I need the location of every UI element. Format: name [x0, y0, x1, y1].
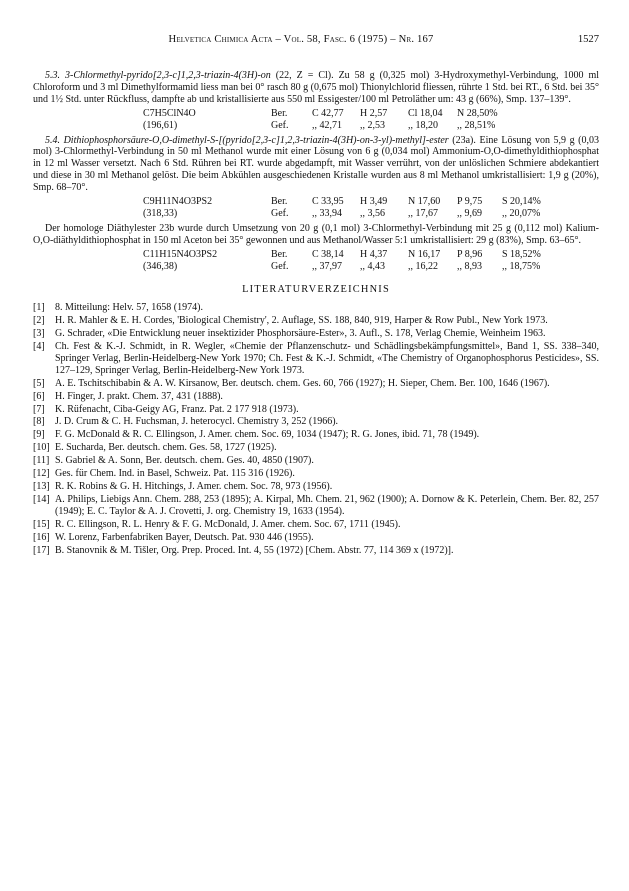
reference-number: [5] [33, 377, 45, 389]
reference-item [33, 341, 599, 377]
reference-text: G. Schrader, «Die Entwicklung neuer insektizider Phosphorsäure-Ester», 3. Aufl., S. 178, Verlag Chemie, Weinheim 1963. [55, 328, 546, 340]
reference-number: [8] [33, 416, 45, 428]
value: C 42,77 [312, 107, 344, 119]
value: ,, 18,20 [408, 119, 438, 131]
section-heading: 5.3. 3-Chlormethyl-pyrido[2,3-c]1,2,3-triazin-4(3H)-on [45, 70, 271, 81]
reference-text: A. E. Tschitschibabin & A. W. Kirsanow, Ber. deutsch. chem. Ges. 60, 766 (1927); H. Sieper, Chem. Ber. 100, 1646 (1967). [55, 377, 550, 389]
section-text: Zu 58 g (0,325 mol) 3-Hydroxymethyl-Verbindung, 1000 ml Chloroform und 3 ml Dimethylformamid liess man bei 0° rasch 80 g (0,675 mol) Thionylchlorid fliessen, rührte 1 Std. bei RT., 6 Std. bei 35° und 1½ Std. unter Rückfluss, dampfte ab und kristallisierte aus 550 ml Essigester/100 ml Petroläther um: 43 g (66%), Smp. 137–139°. [33, 70, 599, 105]
value: ,, 16,22 [408, 260, 438, 272]
formula: C9H11N4O3PS2 [143, 196, 213, 208]
reference-number: [13] [33, 481, 50, 492]
journal-page [33, 34, 600, 556]
value: ,, 17,67 [408, 207, 438, 219]
reference-item [33, 494, 599, 518]
reference-number: [17] [33, 544, 50, 556]
value: C 33,95 [312, 196, 344, 208]
reference-number: [2] [33, 315, 45, 327]
value: H 3,49 [360, 196, 388, 208]
reference-text: 8. Mitteilung: Helv. 57, 1658 (1974). [55, 302, 203, 314]
reference-item [33, 468, 599, 480]
value: C 38,14 [312, 248, 344, 260]
reference-item [33, 404, 599, 416]
reference-number: [7] [33, 403, 45, 415]
reference-text: R. C. Ellingson, R. L. Henry & F. G. McDonald, J. Amer. chem. Soc. 67, 1711 (1945). [55, 518, 401, 530]
reference-text: W. Lorenz, Farbenfabriken Bayer, Deutsch. Pat. 930 446 (1955). [55, 531, 314, 543]
analysis-row [33, 261, 599, 273]
section-text: Eine Lösung von 5,9 g (0,03 mol) 3-Chlormethyl-Verbindung in 50 ml Methanol wurde mit einer Lösung von 6 g (0,034 mol) Ammonium-O,O-dimethyldithiophosphat in 12 ml Wasser versetzt. Nach 6 Std. Rühren bei RT. wurde abgedampft, mit Wasser verrührt, von der unlöslichen Schmiere abdekantiert und diese in 30 ml Methanol gelöst. Die beim Abkühlen ausgeschiedenen Kristalle wurden aus 8 ml Methanol umkristallisiert: 1,9 g (20%), Smp. 68–70°. [33, 134, 600, 194]
calc-label: Ber. [271, 107, 288, 119]
compound-ref: (22, Z = Cl). [275, 70, 334, 81]
reference-item [33, 429, 599, 441]
running-title: Helvetica Chimica Acta – Vol. 58, Fasc. 6 (1975) – Nr. 167 [168, 34, 434, 45]
section-text: Der homologe Diäthylester 23b wurde durch Umsetzung von 20 g (0,1 mol) 3-Chlormethyl-Verbindung mit 25 g (0,112 mol) Kalium-O,O-diäthyldithiophosphat in 150 ml Aceton bei 35° gewonnen und aus Methanol/Wasser 5:1 umkristallisiert: 29 g (83%), Smp. 63–65°. [33, 222, 599, 246]
formula: C7H5ClN4O [143, 107, 196, 119]
analysis-row [33, 108, 599, 120]
reference-number: [6] [33, 390, 45, 402]
found-label: Gef. [271, 207, 289, 219]
reference-number: [14] [33, 493, 50, 505]
value: ,, 20,07% [502, 207, 541, 219]
reference-text: F. G. McDonald & R. C. Ellingson, J. Amer. chem. Soc. 69, 1034 (1947); R. G. Jones, ibid. 71, 78 (1949). [55, 429, 480, 441]
elemental-analysis-2 [33, 196, 599, 220]
section-heading: 5.4. Dithiophosphorsäure-O,O-dimethyl-S-[(pyrido[2,3-c]1,2,3-triazin-4(3H)-on-3-yl)-methyl]-ester [45, 134, 449, 146]
reference-list [33, 302, 599, 556]
found-label: Gef. [271, 260, 289, 272]
reference-number: [9] [33, 429, 45, 441]
value: S 20,14% [502, 196, 541, 208]
reference-item [33, 391, 599, 403]
value: ,, 18,75% [502, 260, 541, 272]
value: S 18,52% [502, 248, 541, 260]
reference-number: [16] [33, 531, 50, 543]
article-body [33, 70, 599, 556]
reference-number: [10] [33, 442, 50, 454]
molar-mass: (318,33) [143, 207, 178, 219]
reference-item [33, 315, 599, 327]
elemental-analysis-1 [33, 108, 599, 132]
reference-item [33, 532, 599, 544]
value: N 28,50% [457, 107, 498, 119]
calc-label: Ber. [271, 248, 288, 260]
page-number: 1527 [577, 34, 599, 45]
value: H 4,37 [360, 248, 388, 260]
reference-text: E. Sucharda, Ber. deutsch. chem. Ges. 58, 1727 (1925). [55, 442, 277, 454]
reference-number: [11] [33, 455, 50, 467]
value: P 8,96 [457, 248, 483, 260]
reference-number: [4] [33, 341, 45, 353]
section-5-3 [33, 70, 599, 106]
reference-text: S. Gabriel & A. Sonn, Ber. deutsch. chem. Ges. 40, 4850 (1907). [55, 455, 314, 467]
analysis-row [33, 208, 599, 220]
value: Cl 18,04 [408, 107, 443, 119]
analysis-row [33, 249, 599, 261]
reference-text: H. Finger, J. prakt. Chem. 37, 431 (1888). [55, 390, 223, 402]
reference-text: R. K. Robins & G. H. Hitchings, J. Amer. chem. Soc. 78, 973 (1956). [55, 481, 333, 492]
molar-mass: (196,61) [143, 119, 178, 131]
reference-text: A. Philips, Liebigs Ann. Chem. 288, 253 (1895); A. Kirpal, Mh. Chem. 21, 962 (1900); A. Dornow & K. Peterlein, Chem. Ber. 82, 257 (1949); E. C. Taylor & A. J. Crovetti, J. org. Chemistry 19, 1633 (1954). [55, 493, 599, 517]
reference-item [33, 302, 599, 314]
analysis-row [33, 120, 599, 132]
value: ,, 9,69 [457, 207, 482, 219]
reference-item [33, 519, 599, 531]
reference-text: Ges. für Chem. Ind. in Basel, Schweiz. Pat. 115 316 (1926). [55, 468, 295, 480]
reference-text: J. D. Crum & C. H. Fuchsman, J. heterocycl. Chemistry 3, 252 (1966). [55, 416, 339, 428]
reference-text: Ch. Fest & K.-J. Schmidt, in R. Wegler, «Chemie der Pflanzenschutz- und Schädlingsbekämpfungsmittel», Band 1, SS. 338–340, Springer Verlag, Berlin-Heidelberg-New York 1970; Ch. Fest & K.-J. Schmidt, «The Chemistry of Organophosphorus Pesticides», SS. 127–129, Springer Verlag, Berlin-Heidelberg-New York 1973. [55, 341, 599, 376]
value: ,, 4,43 [360, 260, 385, 272]
reference-item [33, 378, 599, 390]
reference-number: [1] [33, 302, 45, 314]
reference-item [33, 442, 599, 454]
formula: C11H15N4O3PS2 [143, 248, 218, 260]
value: ,, 2,53 [360, 119, 385, 131]
reference-text: K. Rüfenacht, Ciba-Geigy AG, Franz. Pat. 2 177 918 (1973). [55, 403, 299, 415]
value: ,, 8,93 [457, 260, 482, 272]
value: ,, 37,97 [312, 260, 342, 272]
reference-item [33, 545, 599, 557]
calc-label: Ber. [271, 196, 288, 208]
running-header [33, 34, 599, 48]
reference-text: B. Stanovnik & M. Tišler, Org. Prep. Proced. Int. 4, 55 (1972) [Chem. Abstr. 77, 114 369 x (1972)]. [55, 544, 454, 556]
elemental-analysis-3 [33, 249, 599, 273]
found-label: Gef. [271, 119, 289, 131]
compound-ref: (23a). [452, 134, 476, 146]
reference-text: H. R. Mahler & E. H. Cordes, 'Biological Chemistry', 2. Auflage, SS. 188, 840, 919, Harper & Row Publ., New York 1973. [55, 315, 548, 327]
references-heading: LITERATURVERZEICHNIS [242, 284, 390, 296]
reference-number: [3] [33, 328, 45, 340]
reference-item [33, 455, 599, 467]
value: ,, 42,71 [312, 119, 342, 131]
value: H 2,57 [360, 107, 388, 119]
section-diethylester [33, 223, 599, 247]
reference-item [33, 416, 599, 428]
value: P 9,75 [457, 196, 483, 208]
value: ,, 28,51% [457, 119, 496, 131]
reference-number: [15] [33, 518, 50, 530]
section-5-4 [33, 135, 599, 195]
value: N 17,60 [408, 196, 441, 208]
analysis-row [33, 196, 599, 208]
reference-item [33, 481, 599, 493]
value: N 16,17 [408, 248, 441, 260]
reference-number: [12] [33, 468, 50, 480]
value: ,, 33,94 [312, 207, 342, 219]
value: ,, 3,56 [360, 207, 385, 219]
reference-item [33, 328, 599, 340]
molar-mass: (346,38) [143, 260, 178, 272]
